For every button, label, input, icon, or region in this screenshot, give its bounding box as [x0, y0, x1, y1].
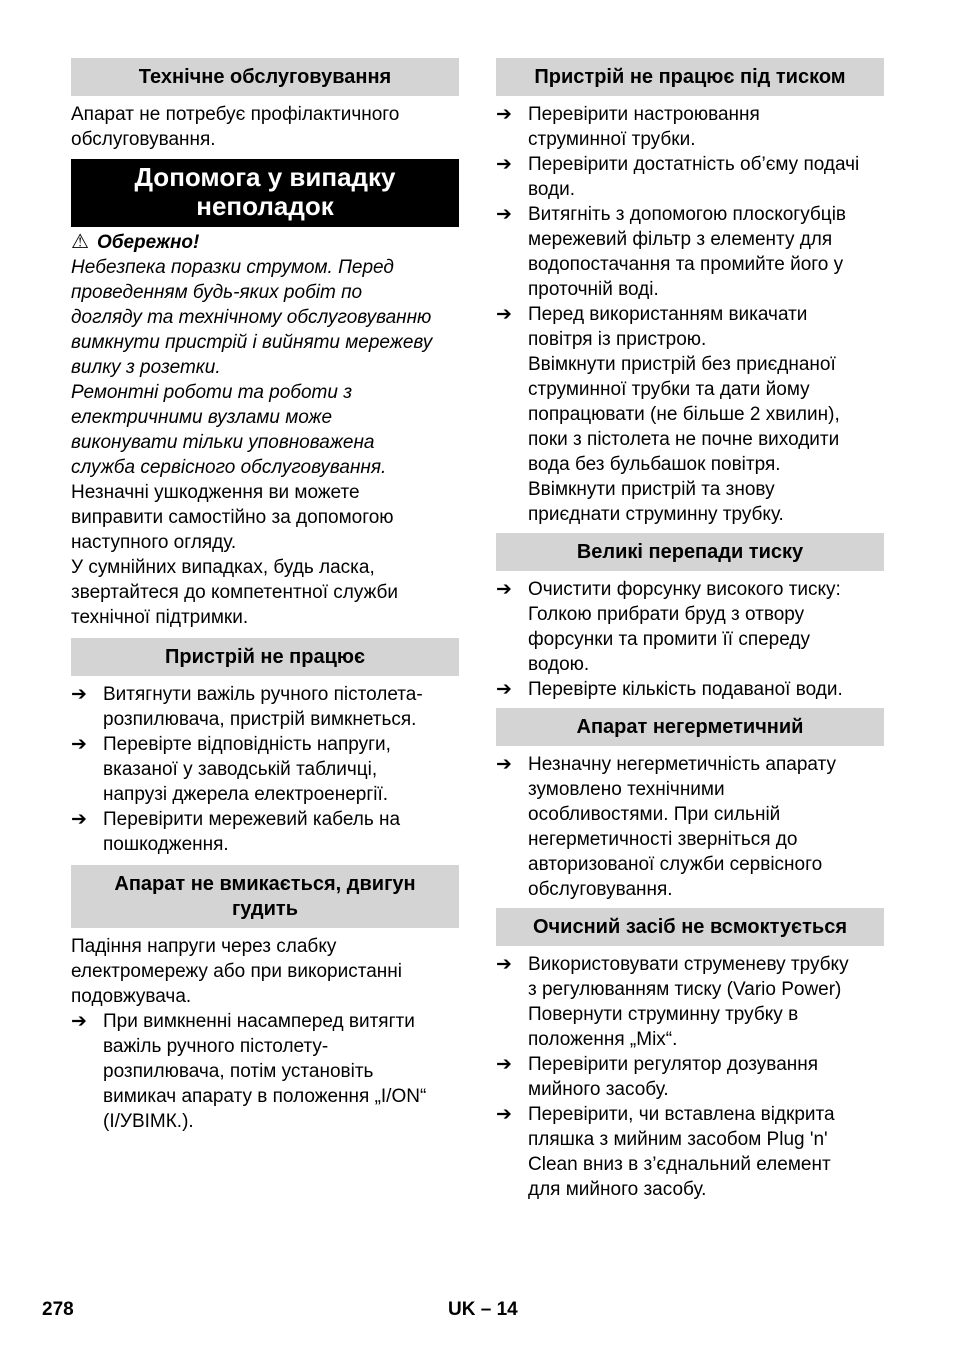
- text-line: мережевий фільтр з елементу для: [528, 229, 833, 250]
- arrow-right-icon: ➔: [496, 1104, 512, 1125]
- arrow-right-icon: ➔: [71, 1011, 87, 1032]
- list-item-text: [528, 102, 884, 152]
- bullet-list-no-pressure: [496, 102, 884, 527]
- list-item-text: [103, 682, 459, 732]
- page-number: 278: [42, 1299, 74, 1320]
- text-line: напрузі джерела електроенергії.: [103, 784, 389, 805]
- section-heading-motor-hums: Апарат не вмикається, двигун гудить: [71, 865, 459, 928]
- text-line: Витягнути важіль ручного пістолета-: [103, 684, 423, 705]
- text-line: проведенням будь-яких робіт по: [71, 282, 363, 303]
- text-line: поки з пістолета не почне виходити: [528, 429, 840, 450]
- list-item-text: [528, 202, 884, 302]
- bullet-list-not-working: [71, 682, 459, 857]
- text-line: мийного засобу.: [528, 1079, 669, 1100]
- arrow-right-icon: ➔: [71, 809, 87, 830]
- section-heading-pressure-fluctuations: Великі перепади тиску: [496, 533, 884, 571]
- text-line: вода без бульбашок повітря.: [528, 454, 781, 475]
- list-item: [496, 202, 884, 302]
- text-line: Перевірте кількість подаваної води.: [528, 679, 843, 700]
- list-item: [496, 952, 884, 1052]
- list-item: [71, 1009, 459, 1134]
- arrow-right-icon: ➔: [496, 304, 512, 325]
- text-line: Ремонтні роботи та роботи з: [71, 382, 353, 403]
- text-line: Апарат не потребує профілактичного: [71, 104, 400, 125]
- text-line: вилку з розетки.: [71, 357, 221, 378]
- maintenance-text: [71, 102, 459, 152]
- section-heading-not-working: Пристрій не працює: [71, 638, 459, 676]
- text-line: вказаної у заводській табличці,: [103, 759, 378, 780]
- arrow-right-icon: ➔: [71, 684, 87, 705]
- list-item-text: [528, 1052, 884, 1102]
- text-line: Голкою прибрати бруд з отвору: [528, 604, 805, 625]
- text-line: наступного огляду.: [71, 532, 237, 553]
- text-line: (I/УВІМК.).: [103, 1111, 194, 1132]
- text-line: виправити самостійно за допомогою: [71, 507, 394, 528]
- intro-text: [71, 480, 459, 630]
- list-item-text: [103, 1009, 459, 1134]
- text-line: При вимкненні насамперед витягти: [103, 1011, 415, 1032]
- list-item: [496, 1102, 884, 1202]
- text-line: Небезпека поразки струмом. Перед: [71, 257, 394, 278]
- list-item-text: [528, 952, 884, 1052]
- text-line: пошкодження.: [103, 834, 229, 855]
- section-heading-maintenance: Технічне обслуговування: [71, 58, 459, 96]
- text-line: Незначні ушкодження ви можете: [71, 482, 360, 503]
- text-line: особливостями. При сильній: [528, 804, 781, 825]
- bullet-list-detergent: [496, 952, 884, 1202]
- list-item-text: [103, 732, 459, 807]
- warning-triangle-icon: ⚠: [71, 231, 89, 253]
- arrow-right-icon: ➔: [496, 954, 512, 975]
- bullet-list-leaking: [496, 752, 884, 902]
- text-line: Використовувати струменеву трубку: [528, 954, 849, 975]
- list-item-text: [103, 807, 459, 857]
- list-item: [496, 1052, 884, 1102]
- text-line: технічної підтримки.: [71, 607, 249, 628]
- left-column: [71, 58, 459, 1134]
- section-heading-detergent: Очисний засіб не всмоктується: [496, 908, 884, 946]
- arrow-right-icon: ➔: [496, 204, 512, 225]
- text-line: догляду та технічному обслуговуванню: [71, 307, 432, 328]
- text-line: для мийного засобу.: [528, 1179, 707, 1200]
- text-line: важіль ручного пістолету-: [103, 1036, 329, 1057]
- text-line: авторизованої служби сервісного: [528, 854, 823, 875]
- bullet-list-pressure-fluctuations: [496, 577, 884, 702]
- text-line: Витягніть з допомогою плоскогубців: [528, 204, 847, 225]
- list-item: [496, 302, 884, 527]
- text-line: Перевірити регулятор дозування: [528, 1054, 819, 1075]
- text-line: повітря із пристрою.: [528, 329, 707, 350]
- text-line: струминної трубки.: [528, 129, 696, 150]
- text-line: положення „Mix“.: [528, 1029, 678, 1050]
- text-line: Ввімкнути пристрій без приєднаної: [528, 354, 836, 375]
- text-line: електромережу або при використанні: [71, 961, 402, 982]
- page-section-label: UK – 14: [448, 1299, 518, 1320]
- list-item: [71, 732, 459, 807]
- text-line: водопостачання та промийте його у: [528, 254, 844, 275]
- text-line: Перед використанням викачати: [528, 304, 808, 325]
- list-item-text: [528, 752, 884, 902]
- list-item-text: [528, 677, 884, 702]
- text-line: приєднати струминну трубку.: [528, 504, 784, 525]
- text-line: обслуговування.: [71, 129, 216, 150]
- text-line: подовжувача.: [71, 986, 192, 1007]
- text-line: Перевірити настроювання: [528, 104, 760, 125]
- text-line: води.: [528, 179, 576, 200]
- text-line: вимикач апарату в положення „I/ON“: [103, 1086, 427, 1107]
- list-item: [71, 682, 459, 732]
- text-line: Ввімкнути пристрій та знову: [528, 479, 775, 500]
- text-line: попрацювати (не більше 2 хвилин),: [528, 404, 840, 425]
- arrow-right-icon: ➔: [496, 154, 512, 175]
- bullet-list-motor-hums: [71, 1009, 459, 1134]
- list-item: [496, 752, 884, 902]
- text-line: з регулюванням тиску (Vario Power): [528, 979, 842, 1000]
- list-item-text: [528, 1102, 884, 1202]
- text-line: звертайтеся до компетентної служби: [71, 582, 398, 603]
- text-line: негерметичності зверніться до: [528, 829, 798, 850]
- text-line: вимкнути пристрій і вийняти мережеву: [71, 332, 433, 353]
- text-line: Clean вниз в з’єднальний елемент: [528, 1154, 831, 1175]
- arrow-right-icon: ➔: [496, 1054, 512, 1075]
- text-line: зумовлено технічними: [528, 779, 725, 800]
- text-line: пляшка з мийним засобом Plug 'n': [528, 1129, 828, 1150]
- chapter-heading-troubleshooting: Допомога у випадку неполадок: [71, 159, 459, 227]
- list-item: [496, 577, 884, 677]
- text-line: Перевірити, чи вставлена відкрита: [528, 1104, 835, 1125]
- text-line: обслуговування.: [528, 879, 673, 900]
- list-item: [496, 102, 884, 152]
- section-heading-no-pressure: Пристрій не працює під тиском: [496, 58, 884, 96]
- motor-hums-text: [71, 934, 459, 1009]
- text-line: Перевірити достатність об’єму подачі: [528, 154, 860, 175]
- text-line: електричними вузлами може: [71, 407, 333, 428]
- arrow-right-icon: ➔: [496, 679, 512, 700]
- text-line: У сумнійних випадках, будь ласка,: [71, 557, 375, 578]
- text-line: струминної трубки та дати йому: [528, 379, 810, 400]
- text-line: форсунки та промити її спереду: [528, 629, 810, 650]
- list-item-text: [528, 577, 884, 677]
- text-line: водою.: [528, 654, 590, 675]
- text-line: Повернути струминну трубку в: [528, 1004, 799, 1025]
- text-line: Падіння напруги через слабку: [71, 936, 337, 957]
- arrow-right-icon: ➔: [496, 579, 512, 600]
- text-line: Очистити форсунку високого тиску:: [528, 579, 841, 600]
- arrow-right-icon: ➔: [71, 734, 87, 755]
- text-line: служба сервісного обслуговування.: [71, 457, 387, 478]
- text-line: проточній воді.: [528, 279, 659, 300]
- text-line: Перевірити мережевий кабель на: [103, 809, 401, 830]
- section-heading-leaking: Апарат негерметичний: [496, 708, 884, 746]
- warning-text: [71, 255, 459, 480]
- arrow-right-icon: ➔: [496, 754, 512, 775]
- warning-title: ⚠ Обережно!: [71, 231, 200, 253]
- text-line: Перевірте відповідність напруги,: [103, 734, 391, 755]
- list-item: [496, 677, 884, 702]
- text-line: розпилювача, пристрій вимкнеться.: [103, 709, 417, 730]
- list-item-text: [528, 152, 884, 202]
- arrow-right-icon: ➔: [496, 104, 512, 125]
- text-line: розпилювача, потім установіть: [103, 1061, 374, 1082]
- list-item: [71, 807, 459, 857]
- text-line: виконувати тільки уповноважена: [71, 432, 375, 453]
- right-column: [496, 58, 884, 1202]
- list-item-text: [528, 302, 884, 527]
- list-item: [496, 152, 884, 202]
- text-line: Незначну негерметичність апарату: [528, 754, 836, 775]
